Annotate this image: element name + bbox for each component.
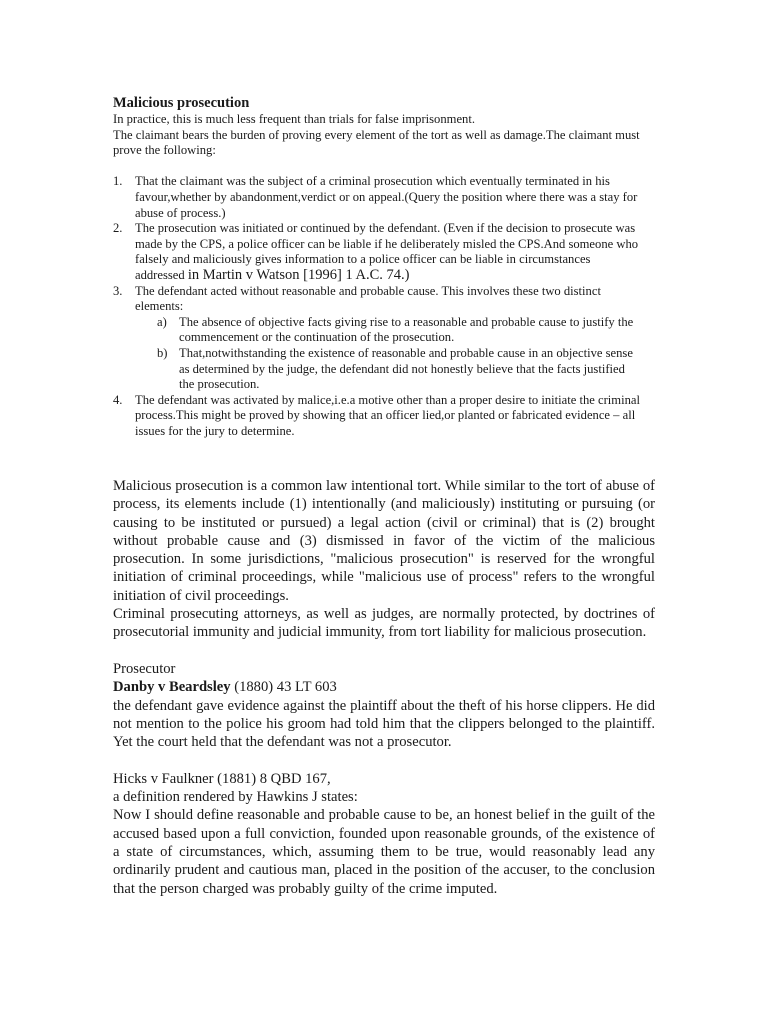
sub-list-letter: b): [157, 345, 168, 360]
case-citation: in Martin v Watson [1996] 1 A.C. 74.): [187, 266, 410, 283]
list-item: [113, 393, 643, 440]
list-item-text: The defendant was activated by malice,i.e.a motive other than a proper desire to initiate the criminal process.This might be proved by showing that an officer lied,or planted or fabricated evidence – all issues for the jury to determine.: [135, 392, 640, 438]
list-number: 3.: [113, 283, 123, 298]
section-title: Malicious prosecution: [113, 95, 250, 111]
list-item-text: That the claimant was the subject of a criminal prosecution which eventually terminated in his favour,whether by abandonment,verdict or on appeal.(Query the position where there was a stay for abuse of process.): [135, 174, 638, 220]
prosecutor-heading: Prosecutor: [113, 660, 176, 677]
list-item: [113, 174, 643, 221]
intro-line: In practice, this is much less frequent than trials for false imprisonment.: [113, 112, 475, 126]
case-citation: (1880) 43 LT 603: [230, 679, 337, 696]
case-citation: Hicks v Faulkner (1881) 8 QBD 167,: [113, 770, 331, 787]
list-number: 4.: [113, 392, 123, 407]
list-number: 1.: [113, 174, 123, 189]
case-summary: the defendant gave evidence against the plaintiff about the theft of his horse clippers. He did not mention to the police his groom had told him that the clippers belonged to the plaintiff. Yet the court held that the defendant was not a prosecutor.: [113, 697, 655, 751]
spacer: [113, 642, 655, 660]
elements-list: [113, 174, 643, 439]
spacer: [113, 751, 655, 769]
sub-list-text: That,notwithstanding the existence of reasonable and probable cause in an objective sense as determined by the judge, the defendant did not honestly believe that the facts justified the prosecution.: [179, 345, 633, 392]
case-heading: [113, 678, 655, 696]
summary-section: [113, 94, 643, 439]
sub-list-item: [157, 315, 643, 346]
intro-line: The claimant bears the burden of proving every element of the tort as well as damage.The claimant must prove the following:: [113, 127, 640, 158]
list-item-text: The prosecution was initiated or continued by the defendant. (Even if the decision to prosecute was made by the CPS, a police officer can be liable if he deliberately misled the CPS.And someone who falsely and maliciously gives information to a police officer can be liable in circumstances addressed: [135, 221, 639, 282]
list-item: [113, 221, 643, 283]
definition-paragraph: Criminal prosecuting attorneys, as well as judges, are normally protected, by doctrines of prosecutorial immunity and judicial immunity, from tort liability for malicious prosecution.: [113, 606, 655, 641]
list-number: 2.: [113, 221, 123, 236]
list-item: [113, 284, 643, 393]
quote-lead: a definition rendered by Hawkins J states:: [113, 789, 358, 806]
quote-text: Now I should define reasonable and probable cause to be, an honest belief in the guilt of the accused based upon a full conviction, founded upon reasonable grounds, of the existence of a state of circumstances, which, assuming them to be true, would reasonably lead any ordinarily prudent and cautious man, placed in the position of the accuser, to the conclusion that the person charged was probably guilty of the crime imputed.: [113, 807, 655, 897]
definition-paragraph: Malicious prosecution is a common law intentional tort. While similar to the tort of abuse of process, its elements include (1) intentionally (and maliciously) instituting or pursuing (or causing to be instituted or pursued) a legal action (civil or criminal) that is (2) brought without probable cause and (3) dismissed in favor of the victim of the malicious prosecution. In some jurisdictions, "malicious prosecution" is reserved for the wrongful initiation of criminal proceedings, while "malicious use of process" refers to the wrongful initiation of civil proceedings.: [113, 478, 655, 604]
sub-list-item: [157, 346, 643, 393]
list-item-text: The defendant acted without reasonable and probable cause. This involves these two distinct elements:: [135, 283, 601, 314]
body-section: [113, 477, 655, 898]
sub-list: [157, 315, 643, 393]
spacer: [113, 159, 643, 175]
sub-list-text: The absence of objective facts giving rise to a reasonable and probable cause to justify the commencement or the continuation of the prosecution.: [179, 314, 634, 345]
case-name: Danby v Beardsley: [113, 679, 231, 696]
sub-list-letter: a): [157, 314, 167, 329]
